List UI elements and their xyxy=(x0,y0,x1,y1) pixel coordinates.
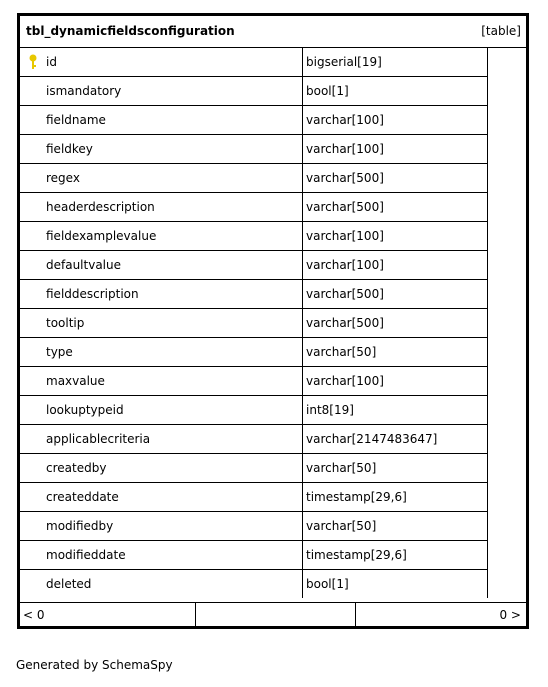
column-name: ismandatory xyxy=(46,84,122,98)
column-row xyxy=(20,512,488,541)
parent-count: < 0 xyxy=(23,608,45,622)
column-row xyxy=(20,106,488,135)
column-type-cell xyxy=(303,541,488,569)
column-name-cell xyxy=(20,367,303,395)
column-type-cell xyxy=(303,309,488,337)
table-header xyxy=(20,16,526,48)
column-name-cell xyxy=(20,280,303,308)
column-type: timestamp[29,6] xyxy=(306,548,407,562)
column-row xyxy=(20,309,488,338)
column-name-cell xyxy=(20,251,303,279)
column-type-cell xyxy=(303,106,488,134)
footer-divider xyxy=(195,603,196,627)
column-type: varchar[500] xyxy=(306,316,384,330)
column-type: timestamp[29,6] xyxy=(306,490,407,504)
column-type: int8[19] xyxy=(306,403,354,417)
column-name: applicablecriteria xyxy=(46,432,151,446)
column-type-cell xyxy=(303,570,488,598)
column-name: regex xyxy=(46,171,80,185)
column-name: tooltip xyxy=(46,316,85,330)
footer-divider xyxy=(355,603,356,627)
column-type-cell xyxy=(303,425,488,453)
column-name: maxvalue xyxy=(46,374,105,388)
column-type-cell xyxy=(303,77,488,105)
column-name-cell xyxy=(20,77,303,105)
column-type: varchar[100] xyxy=(306,374,384,388)
column-row xyxy=(20,251,488,280)
column-row xyxy=(20,164,488,193)
generated-by-label: Generated by SchemaSpy xyxy=(16,658,173,672)
column-row xyxy=(20,338,488,367)
column-name: defaultvalue xyxy=(46,258,121,272)
column-type-cell xyxy=(303,280,488,308)
column-type: varchar[500] xyxy=(306,200,384,214)
column-type: varchar[50] xyxy=(306,461,377,475)
column-name-cell xyxy=(20,396,303,424)
column-name: createddate xyxy=(46,490,119,504)
column-type-cell xyxy=(303,164,488,192)
column-name-cell xyxy=(20,454,303,482)
column-type: varchar[500] xyxy=(306,171,384,185)
column-type-cell xyxy=(303,367,488,395)
column-row xyxy=(20,222,488,251)
column-row xyxy=(20,193,488,222)
column-name-cell xyxy=(20,425,303,453)
column-type-cell xyxy=(303,483,488,511)
primary-key-icon xyxy=(27,54,39,70)
column-type: varchar[100] xyxy=(306,113,384,127)
column-name: lookuptypeid xyxy=(46,403,124,417)
column-row xyxy=(20,367,488,396)
column-name-cell xyxy=(20,541,303,569)
column-name: modifiedby xyxy=(46,519,114,533)
column-name: fieldexamplevalue xyxy=(46,229,157,243)
column-type-cell xyxy=(303,454,488,482)
child-count: 0 > xyxy=(499,608,521,622)
column-name: type xyxy=(46,345,73,359)
column-name-cell xyxy=(20,193,303,221)
table-name: tbl_dynamicfieldsconfiguration xyxy=(26,24,235,38)
column-name-cell xyxy=(20,164,303,192)
column-type: varchar[500] xyxy=(306,287,384,301)
column-name: createdby xyxy=(46,461,107,475)
column-row xyxy=(20,541,488,570)
column-name: fielddescription xyxy=(46,287,139,301)
column-name: fieldname xyxy=(46,113,106,127)
column-row xyxy=(20,135,488,164)
column-name-cell xyxy=(20,338,303,366)
column-row xyxy=(20,280,488,309)
column-name-cell xyxy=(20,512,303,540)
column-name: fieldkey xyxy=(46,142,93,156)
table-footer xyxy=(20,602,526,627)
column-name-cell xyxy=(20,309,303,337)
column-row xyxy=(20,483,488,512)
column-type: varchar[100] xyxy=(306,142,384,156)
column-type: bigserial[19] xyxy=(306,55,382,69)
column-row xyxy=(20,77,488,106)
column-name-cell xyxy=(20,483,303,511)
column-name: modifieddate xyxy=(46,548,126,562)
column-row xyxy=(20,425,488,454)
column-type-cell xyxy=(303,135,488,163)
column-name: headerdescription xyxy=(46,200,155,214)
column-type: varchar[2147483647] xyxy=(306,432,438,446)
column-type-cell xyxy=(303,48,488,76)
column-row xyxy=(20,570,488,598)
column-type: varchar[100] xyxy=(306,258,384,272)
column-type-cell xyxy=(303,193,488,221)
table-box xyxy=(17,13,529,629)
column-name-cell xyxy=(20,222,303,250)
column-type-cell xyxy=(303,338,488,366)
table-type-label: [table] xyxy=(481,24,521,38)
column-type: varchar[50] xyxy=(306,345,377,359)
column-name-cell xyxy=(20,135,303,163)
column-type-cell xyxy=(303,222,488,250)
column-name: id xyxy=(46,55,57,69)
column-name: deleted xyxy=(46,577,92,591)
column-type: varchar[100] xyxy=(306,229,384,243)
column-type-cell xyxy=(303,396,488,424)
column-name-cell xyxy=(20,48,303,76)
column-row xyxy=(20,396,488,425)
column-type: bool[1] xyxy=(306,84,349,98)
column-list xyxy=(20,48,488,598)
column-name-cell xyxy=(20,570,303,598)
column-name-cell xyxy=(20,106,303,134)
column-type: varchar[50] xyxy=(306,519,377,533)
column-row xyxy=(20,454,488,483)
column-type-cell xyxy=(303,251,488,279)
column-type: bool[1] xyxy=(306,577,349,591)
column-type-cell xyxy=(303,512,488,540)
column-row xyxy=(20,48,488,77)
